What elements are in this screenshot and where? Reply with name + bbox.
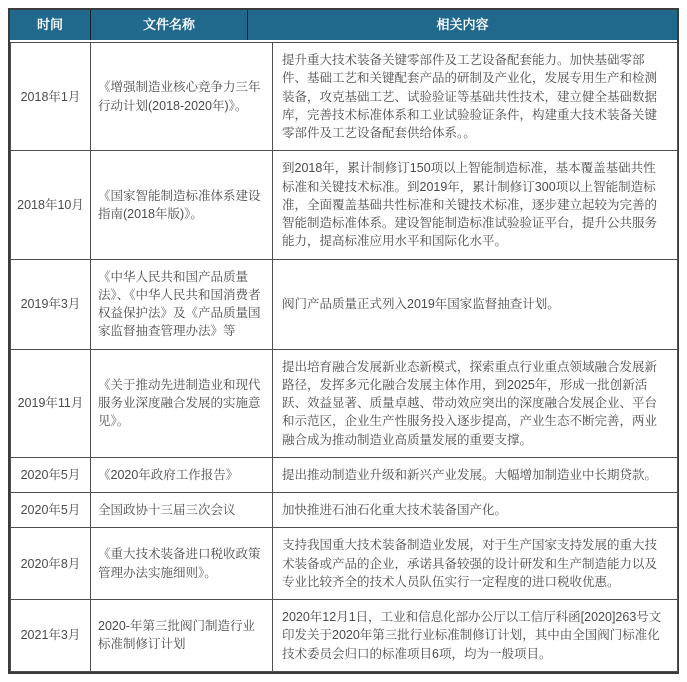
cell-time: 2018年1月 [11, 43, 91, 151]
table-row [11, 349, 678, 457]
cell-content: 到2018年，累计制修订150项以上智能制造标准，基本覆盖基础共性标准和关键技术标准。到2019年，累计制修订300项以上智能制造标准，全面覆盖基础共性标准和关键技术标准，逐步建立起较为完善的智能制造标准体系。建设智能制造标准试验验证平台，提升公共服务能力，提高标准应用水平和国际化水平。 [273, 151, 678, 259]
cell-time: 2020年5月 [11, 493, 91, 528]
cell-content: 阀门产品质量正式列入2019年国家监督抽查计划。 [273, 259, 678, 349]
cell-content: 支持我国重大技术装备制造业发展，对于生产国家支持发展的重大技术装备或产品的企业，承诺具备较强的设计研发和生产制造能力以及专业比较齐全的技术人员队伍实行一定程度的进口税收优惠。 [273, 528, 678, 600]
cell-time: 2018年10月 [11, 151, 91, 259]
table-row [11, 528, 678, 600]
table-row [11, 600, 678, 672]
cell-document: 《2020年政府工作报告》 [91, 457, 273, 492]
cell-time: 2019年11月 [11, 349, 91, 457]
cell-document: 《重大技术装备进口税收政策管理办法实施细则》。 [91, 528, 273, 600]
cell-document: 全国政协十三届三次会议 [91, 493, 273, 528]
cell-time: 2020年5月 [11, 457, 91, 492]
policy-table [8, 8, 679, 674]
cell-document: 《国家智能制造标准体系建设指南(2018年版)》。 [91, 151, 273, 259]
cell-content: 加快推进石油石化重大技术装备国产化。 [273, 493, 678, 528]
col-header-content: 相关内容 [247, 10, 677, 40]
table-row [11, 43, 678, 151]
cell-time: 2020年8月 [11, 528, 91, 600]
cell-content: 提升重大技术装备关键零部件及工艺设备配套能力。加快基础零部件、基础工艺和关键配套产品的研制及产业化，发展专用生产和检测装备，攻克基础工艺、试验验证等基础共性技术，建立健全基础数据库，完善技术标准体系和工业试验验证条件，构建重大技术装备关键零部件及工艺设备配套供给体系。。 [273, 43, 678, 151]
cell-document: 《中华人民共和国产品质量法》、《中华人民共和国消费者权益保护法》及《产品质量国家监督抽查管理办法》等 [91, 259, 273, 349]
table-row [11, 493, 678, 528]
table-body [10, 42, 678, 672]
table-row [11, 457, 678, 492]
col-header-document: 文件名称 [90, 10, 247, 40]
col-header-time: 时间 [36, 17, 63, 32]
cell-time: 2019年3月 [11, 259, 91, 349]
cell-content: 提出推动制造业升级和新兴产业发展。大幅增加制造业中长期贷款。 [273, 457, 678, 492]
cell-document: 2020-年第三批阀门制造行业标准制修订计划 [91, 600, 273, 672]
table-row [11, 259, 678, 349]
table-header-row [10, 10, 677, 42]
table-row [11, 151, 678, 259]
cell-content: 2020年12月1日，工业和信息化部办公厅以工信厅科函[2020]263号文印发关于2020年第三批行业标准制修订计划，其中由全国阀门标准化技术委员会归口的标准项目6项，均为一般项目。 [273, 600, 678, 672]
cell-time: 2021年3月 [11, 600, 91, 672]
cell-content: 提出培育融合发展新业态新模式，探索重点行业重点领域融合发展新路径，发挥多元化融合发展主体作用，到2025年，形成一批创新活跃、效益显著、质量卓越、带动效应突出的深度融合发展企业、平台和示范区，企业生产性服务投入逐步提高，产业生态不断完善，两业融合成为推动制造业高质量发展的重要支撑。 [273, 349, 678, 457]
cell-document: 《关于推动先进制造业和现代服务业深度融合发展的实施意见》。 [91, 349, 273, 457]
cell-document: 《增强制造业核心竞争力三年行动计划(2018-2020年)》。 [91, 43, 273, 151]
